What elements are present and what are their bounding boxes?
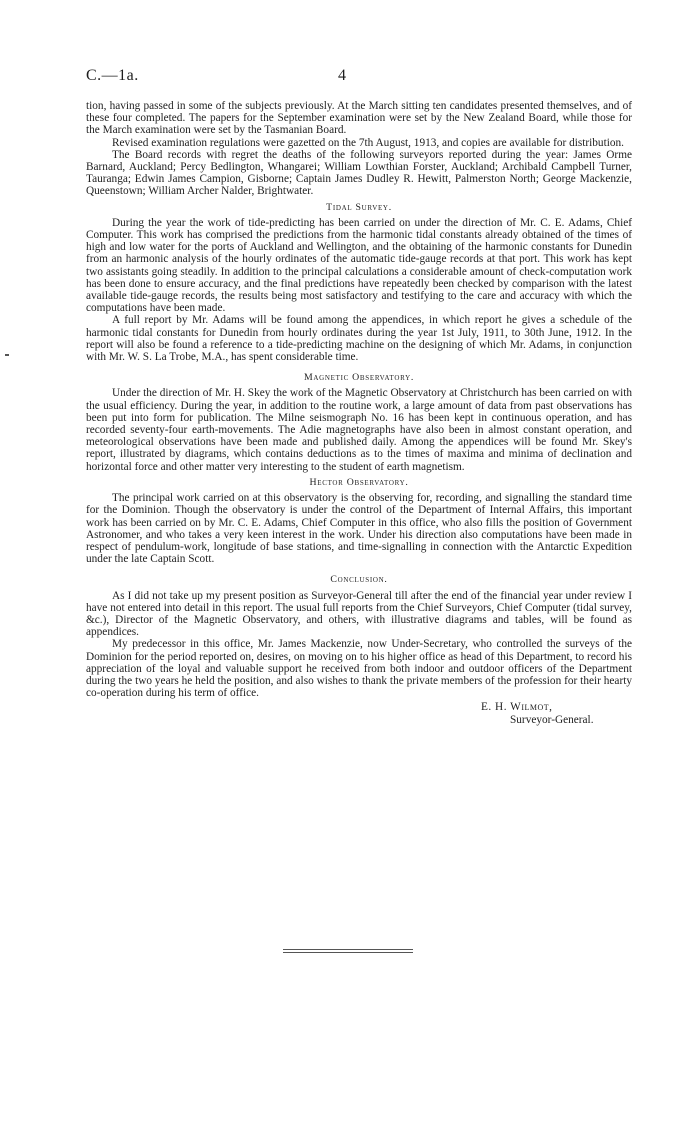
tidal-survey-paragraph: A full report by Mr. Adams will be found among the appendices, in which report he gives a schedule of the harmonic tidal constants for Dunedin from hourly ordinates during the year 1st July, 1911, to 30th June, 1912. In the report will also be found a reference to a tide-predicting machine on the designing of which Mr. Adams, in conjunction with Mr. W. S. La Trobe, M.A., has spent considerable time. [86,314,632,364]
margin-mark [5,354,9,356]
intro-paragraph: The Board records with regret the deaths of the following surveyors reported during the year: James Orme Barnard, Auckland; Percy Bedlington, Whangarei; William Lowthian Forster, Auckland; Archibald Campbell Turner, Tauranga; Edwin James Campion, Gisborne; Captain James Dudley R. Hewitt, Palmerston North; George Mackenzie, Queenstown; William Archer Nalder, Brightwater. [86,148,632,198]
conclusion-paragraph: As I did not take up my present position as Surveyor-General till after the end of the financial year under review I have not entered into detail in this report. The usual full reports from the Chief Surveyors, Chief Computer (tidal survey, &c.), Director of the Magnetic Observatory, and others, with illustrative diagrams and tables, will be found as appendices. [86,589,632,639]
closing-rule-line [283,949,413,950]
closing-rule [283,949,413,955]
intro-paragraph: Revised examination regulations were gazetted on the 7th August, 1913, and copies are available for distribution. [112,136,624,149]
document-body [86,100,632,726]
page-number: 4 [338,67,346,84]
conclusion-paragraph: My predecessor in this office, Mr. James Mackenzie, now Under-Secretary, who controlled the surveys of the Dominion for the period reported on, desires, on moving on to his higher office as head of this Department, to record his appreciation of the loyal and valuable support he received from both indoor and outdoor officers of the Department during the two years he held the position, and also wishes to thank the private members of the profession for their hearty co-operation during his term of office. [86,638,632,700]
signature-title: Surveyor-General. [510,713,594,726]
page-header [86,67,632,91]
signature-block [86,701,632,725]
magnetic-observatory-paragraph: Under the direction of Mr. H. Skey the work of the Magnetic Observatory at Christchurch has been carried on with the usual efficiency. During the year, in addition to the routine work, a large amount of data from past observations has been put into form for publication. The Milne seismograph No. 16 has been kept in continuous operation, and has recorded seventy-four earth-movements. The Adie magnetographs have also been in almost constant operation, and meteorological observations have been made and published daily. Among the appendices will be found Mr. Skey's report, illustrated by diagrams, which contains deductions as to the times of maxima and minima of declination and horizontal force and other matter very interesting to the student of earth magnetism. [86,387,632,473]
hector-observatory-heading: Hector Observatory. [309,476,409,488]
signature-name: E. H. Wilmot, [481,701,553,714]
conclusion-heading: Conclusion. [330,574,388,586]
tidal-survey-heading: Tidal Survey. [326,201,392,213]
closing-rule-line [283,952,413,953]
document-id: C.—1a. [86,67,139,84]
hector-observatory-paragraph: The principal work carried on at this observatory is the observing for, recording, and signalling the standard time for the Dominion. Though the observatory is under the control of the Department of Internal Affairs, this important work has been carried on by Mr. C. E. Adams, Chief Computer in this office, who also fills the position of Government Astronomer, and who takes a very keen interest in the work. Under his direction also computations have been made in respect of pendulum-work, longitude of base stations, and time-signalling in connection with the Antarctic Expedition under the late Captain Scott. [86,492,632,566]
magnetic-observatory-heading: Magnetic Observatory. [303,372,415,384]
tidal-survey-paragraph: During the year the work of tide-predicting has been carried on under the direction of Mr. C. E. Adams, Chief Computer. This work has comprised the predictions from the harmonic tidal constants already obtained of the times of high and low water for the ports of Auckland and Wellington, and the obtaining of the harmonic constants for Dunedin from an harmonic analysis of the hourly ordinates of the automatic tide-gauge records at that port. This work has kept two assistants going steadily. In addition to the principal calculations a considerable amount of check-computation work has been done to ensure accuracy, and the final predictions have repeatedly been checked by comparison with the latest available tide-gauge records, the results being most satisfactory and testifying to the care and accuracy with which the computations have been made. [86,216,632,315]
intro-paragraph: tion, having passed in some of the subjects previously. At the March sitting ten candidates presented themselves, and of these four completed. The papers for the September examination were set by the New Zealand Board, while those for the March examination were set by the Tasmanian Board. [86,100,632,137]
